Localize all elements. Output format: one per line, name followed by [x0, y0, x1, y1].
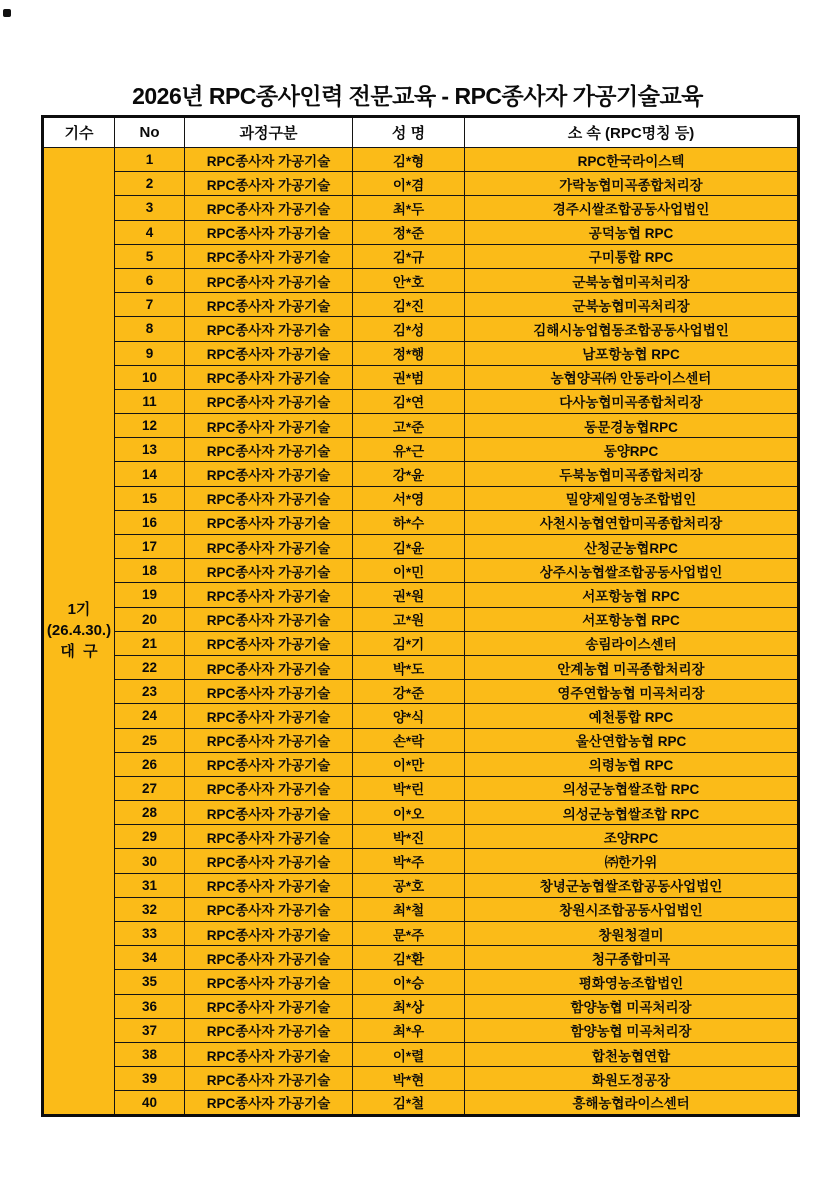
row-no: 34 — [115, 946, 185, 970]
row-org: 의성군농협쌀조합 RPC — [465, 801, 799, 825]
row-name: 이*오 — [353, 801, 465, 825]
header-row — [43, 117, 799, 148]
row-course: RPC종사자 가공기술 — [185, 365, 353, 389]
row-name: 유*근 — [353, 438, 465, 462]
header-course: 과정구분 — [185, 117, 353, 148]
table-row — [43, 244, 799, 268]
row-org: 사천시농협연합미곡종합처리장 — [465, 510, 799, 534]
table-row — [43, 438, 799, 462]
row-name: 공*호 — [353, 873, 465, 897]
row-org: 구미통합 RPC — [465, 244, 799, 268]
row-name: 최*우 — [353, 1018, 465, 1042]
row-course: RPC종사자 가공기술 — [185, 535, 353, 559]
row-org: 예천통합 RPC — [465, 704, 799, 728]
table-row — [43, 655, 799, 679]
cohort-line: 대 구 — [60, 643, 98, 661]
row-name: 박*린 — [353, 776, 465, 800]
row-org: 밀양제일영농조합법인 — [465, 486, 799, 510]
row-org: 창원청결미 — [465, 922, 799, 946]
table-header — [43, 117, 799, 148]
row-no: 5 — [115, 244, 185, 268]
row-course: RPC종사자 가공기술 — [185, 317, 353, 341]
table-row — [43, 946, 799, 970]
table-row — [43, 680, 799, 704]
row-no: 20 — [115, 607, 185, 631]
row-no: 10 — [115, 365, 185, 389]
row-name: 하*수 — [353, 510, 465, 534]
row-course: RPC종사자 가공기술 — [185, 994, 353, 1018]
row-course: RPC종사자 가공기술 — [185, 293, 353, 317]
row-no: 13 — [115, 438, 185, 462]
row-course: RPC종사자 가공기술 — [185, 704, 353, 728]
row-no: 9 — [115, 341, 185, 365]
table-row — [43, 1018, 799, 1042]
row-name: 김*성 — [353, 317, 465, 341]
row-course: RPC종사자 가공기술 — [185, 946, 353, 970]
row-org: 다사농협미곡종합처리장 — [465, 389, 799, 413]
table-row — [43, 341, 799, 365]
row-no: 15 — [115, 486, 185, 510]
row-no: 22 — [115, 655, 185, 679]
row-course: RPC종사자 가공기술 — [185, 196, 353, 220]
row-org: 안계농협 미곡종합처리장 — [465, 655, 799, 679]
row-course: RPC종사자 가공기술 — [185, 897, 353, 921]
table-row — [43, 825, 799, 849]
row-name: 서*영 — [353, 486, 465, 510]
row-name: 손*락 — [353, 728, 465, 752]
table-row — [43, 559, 799, 583]
row-name: 강*윤 — [353, 462, 465, 486]
row-name: 문*주 — [353, 922, 465, 946]
row-name: 강*준 — [353, 680, 465, 704]
header-name: 성 명 — [353, 117, 465, 148]
row-org: 창녕군농협쌀조합공동사업법인 — [465, 873, 799, 897]
table-row — [43, 801, 799, 825]
row-no: 40 — [115, 1091, 185, 1115]
row-org: 조양RPC — [465, 825, 799, 849]
row-name: 정*행 — [353, 341, 465, 365]
row-no: 26 — [115, 752, 185, 776]
table-row — [43, 172, 799, 196]
row-org: 함양농협 미곡처리장 — [465, 1018, 799, 1042]
table-row — [43, 631, 799, 655]
row-course: RPC종사자 가공기술 — [185, 341, 353, 365]
row-course: RPC종사자 가공기술 — [185, 1091, 353, 1115]
row-no: 30 — [115, 849, 185, 873]
table-row — [43, 873, 799, 897]
row-no: 31 — [115, 873, 185, 897]
row-course: RPC종사자 가공기술 — [185, 486, 353, 510]
row-course: RPC종사자 가공기술 — [185, 680, 353, 704]
row-no: 29 — [115, 825, 185, 849]
row-course: RPC종사자 가공기술 — [185, 172, 353, 196]
row-course: RPC종사자 가공기술 — [185, 414, 353, 438]
table-row — [43, 1067, 799, 1091]
row-no: 4 — [115, 220, 185, 244]
row-name: 김*기 — [353, 631, 465, 655]
row-no: 7 — [115, 293, 185, 317]
row-no: 32 — [115, 897, 185, 921]
page-title: 2026년 RPC종사인력 전문교육 - RPC종사자 가공기술교육 — [132, 83, 703, 109]
row-org: RPC한국라이스텍 — [465, 148, 799, 172]
header-no: No — [115, 117, 185, 148]
row-org: 송림라이스센터 — [465, 631, 799, 655]
row-no: 19 — [115, 583, 185, 607]
row-name: 고*준 — [353, 414, 465, 438]
row-name: 박*주 — [353, 849, 465, 873]
row-org: 군북농협미곡처리장 — [465, 293, 799, 317]
row-name: 김*진 — [353, 293, 465, 317]
row-course: RPC종사자 가공기술 — [185, 510, 353, 534]
row-org: 산청군농협RPC — [465, 535, 799, 559]
row-no: 17 — [115, 535, 185, 559]
row-no: 36 — [115, 994, 185, 1018]
row-course: RPC종사자 가공기술 — [185, 148, 353, 172]
row-name: 최*철 — [353, 897, 465, 921]
row-org: 의령농협 RPC — [465, 752, 799, 776]
table-row — [43, 293, 799, 317]
table-row — [43, 268, 799, 292]
row-org: 영주연합농협 미곡처리장 — [465, 680, 799, 704]
table-row — [43, 607, 799, 631]
row-org: 동문경농협RPC — [465, 414, 799, 438]
table-row — [43, 535, 799, 559]
row-name: 박*진 — [353, 825, 465, 849]
row-no: 39 — [115, 1067, 185, 1091]
row-name: 최*상 — [353, 994, 465, 1018]
row-org: 청구종합미곡 — [465, 946, 799, 970]
table-row — [43, 583, 799, 607]
table-row — [43, 220, 799, 244]
row-name: 이*승 — [353, 970, 465, 994]
row-name: 김*규 — [353, 244, 465, 268]
row-org: 의성군농협쌀조합 RPC — [465, 776, 799, 800]
row-name: 김*철 — [353, 1091, 465, 1115]
table-row — [43, 1042, 799, 1066]
row-org: 상주시농협쌀조합공동사업법인 — [465, 559, 799, 583]
row-course: RPC종사자 가공기술 — [185, 849, 353, 873]
row-org: 경주시쌀조합공동사업법인 — [465, 196, 799, 220]
row-course: RPC종사자 가공기술 — [185, 776, 353, 800]
row-name: 권*원 — [353, 583, 465, 607]
table-row — [43, 389, 799, 413]
row-course: RPC종사자 가공기술 — [185, 655, 353, 679]
row-name: 이*민 — [353, 559, 465, 583]
row-no: 18 — [115, 559, 185, 583]
row-no: 14 — [115, 462, 185, 486]
row-name: 김*형 — [353, 148, 465, 172]
header-org: 소 속 (RPC명칭 등) — [465, 117, 799, 148]
row-org: 가락농협미곡종합처리장 — [465, 172, 799, 196]
table-row — [43, 365, 799, 389]
row-course: RPC종사자 가공기술 — [185, 244, 353, 268]
row-no: 2 — [115, 172, 185, 196]
row-org: 합천농협연합 — [465, 1042, 799, 1066]
cohort-line: 1기 — [67, 601, 91, 619]
row-name: 이*겸 — [353, 172, 465, 196]
row-org: 공덕농협 RPC — [465, 220, 799, 244]
row-no: 8 — [115, 317, 185, 341]
row-org: 남포항농협 RPC — [465, 341, 799, 365]
table-row — [43, 704, 799, 728]
row-org: 창원시조합공동사업법인 — [465, 897, 799, 921]
row-no: 25 — [115, 728, 185, 752]
row-no: 12 — [115, 414, 185, 438]
row-name: 안*호 — [353, 268, 465, 292]
row-course: RPC종사자 가공기술 — [185, 268, 353, 292]
table-row — [43, 414, 799, 438]
table-row — [43, 486, 799, 510]
row-course: RPC종사자 가공기술 — [185, 559, 353, 583]
table-body — [43, 148, 799, 1116]
row-no: 16 — [115, 510, 185, 534]
row-name: 박*도 — [353, 655, 465, 679]
row-no: 27 — [115, 776, 185, 800]
row-no: 1 — [115, 148, 185, 172]
row-course: RPC종사자 가공기술 — [185, 970, 353, 994]
cohort-cell — [43, 148, 115, 1116]
row-org: 김해시농업협동조합공동사업법인 — [465, 317, 799, 341]
row-name: 김*윤 — [353, 535, 465, 559]
row-org: 평화영농조합법인 — [465, 970, 799, 994]
row-name: 김*환 — [353, 946, 465, 970]
table-row — [43, 462, 799, 486]
table-row — [43, 994, 799, 1018]
row-name: 정*준 — [353, 220, 465, 244]
row-course: RPC종사자 가공기술 — [185, 631, 353, 655]
row-no: 38 — [115, 1042, 185, 1066]
row-no: 3 — [115, 196, 185, 220]
row-course: RPC종사자 가공기술 — [185, 1067, 353, 1091]
scan-artifact-mark — [3, 9, 11, 17]
row-name: 고*원 — [353, 607, 465, 631]
row-name: 최*두 — [353, 196, 465, 220]
table-row — [43, 752, 799, 776]
table-row — [43, 970, 799, 994]
row-course: RPC종사자 가공기술 — [185, 728, 353, 752]
row-course: RPC종사자 가공기술 — [185, 1042, 353, 1066]
row-org: 울산연합농협 RPC — [465, 728, 799, 752]
row-course: RPC종사자 가공기술 — [185, 220, 353, 244]
row-org: 동양RPC — [465, 438, 799, 462]
row-name: 김*연 — [353, 389, 465, 413]
row-org: 함양농협 미곡처리장 — [465, 994, 799, 1018]
table-row — [43, 510, 799, 534]
row-no: 6 — [115, 268, 185, 292]
row-no: 24 — [115, 704, 185, 728]
row-org: 화원도정공장 — [465, 1067, 799, 1091]
row-course: RPC종사자 가공기술 — [185, 873, 353, 897]
row-no: 23 — [115, 680, 185, 704]
row-org: 두북농협미곡종합처리장 — [465, 462, 799, 486]
row-org: 서포항농협 RPC — [465, 607, 799, 631]
row-course: RPC종사자 가공기술 — [185, 438, 353, 462]
cohort-line: (26.4.30.) — [46, 622, 112, 640]
row-no: 37 — [115, 1018, 185, 1042]
table-row — [43, 317, 799, 341]
table-row — [43, 897, 799, 921]
row-course: RPC종사자 가공기술 — [185, 752, 353, 776]
row-org: 농협양곡㈜ 안동라이스센터 — [465, 365, 799, 389]
row-no: 11 — [115, 389, 185, 413]
table-row — [43, 849, 799, 873]
row-no: 35 — [115, 970, 185, 994]
row-name: 권*범 — [353, 365, 465, 389]
roster-table — [41, 115, 800, 1117]
row-no: 28 — [115, 801, 185, 825]
row-course: RPC종사자 가공기술 — [185, 607, 353, 631]
row-course: RPC종사자 가공기술 — [185, 389, 353, 413]
row-org: ㈜한가위 — [465, 849, 799, 873]
table-row — [43, 728, 799, 752]
table-row — [43, 1091, 799, 1115]
row-name: 양*식 — [353, 704, 465, 728]
row-org: 서포항농협 RPC — [465, 583, 799, 607]
table-row — [43, 148, 799, 172]
row-course: RPC종사자 가공기술 — [185, 1018, 353, 1042]
row-course: RPC종사자 가공기술 — [185, 825, 353, 849]
row-course: RPC종사자 가공기술 — [185, 922, 353, 946]
table-row — [43, 776, 799, 800]
row-course: RPC종사자 가공기술 — [185, 583, 353, 607]
row-no: 33 — [115, 922, 185, 946]
row-org: 군북농협미곡처리장 — [465, 268, 799, 292]
row-course: RPC종사자 가공기술 — [185, 462, 353, 486]
row-name: 이*만 — [353, 752, 465, 776]
row-course: RPC종사자 가공기술 — [185, 801, 353, 825]
row-name: 이*렬 — [353, 1042, 465, 1066]
table-row — [43, 196, 799, 220]
header-cohort: 기수 — [43, 117, 115, 148]
row-no: 21 — [115, 631, 185, 655]
row-org: 흥해농협라이스센터 — [465, 1091, 799, 1115]
table-row — [43, 922, 799, 946]
row-name: 박*현 — [353, 1067, 465, 1091]
